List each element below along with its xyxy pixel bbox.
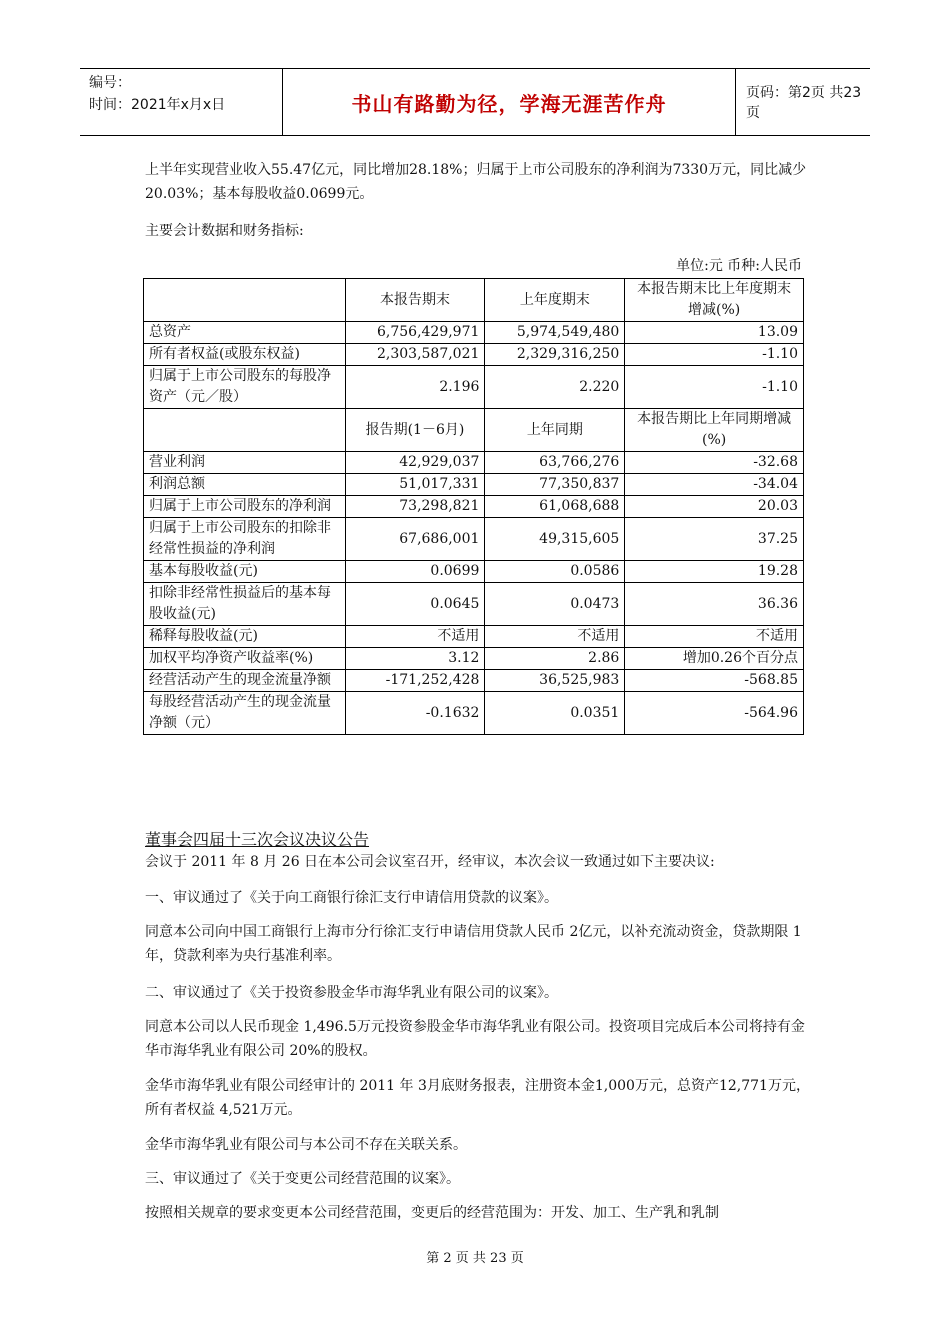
table-row [144, 648, 804, 670]
table-row [144, 518, 804, 561]
table-cell: 稀释每股收益(元) [144, 626, 346, 648]
table-cell: 不适用 [625, 626, 804, 648]
table-cell: -1.10 [625, 366, 804, 409]
table-header-row [144, 279, 804, 322]
intro-paragraph: 上半年实现营业收入55.47亿元，同比增加28.18%；归属于上市公司股东的净利润为7330万元，同比减少20.03%；基本每股收益0.0699元。 [145, 162, 807, 202]
table-cell: 2.196 [345, 366, 485, 409]
table-header-cell: 本报告期比上年同期增减(%) [625, 409, 804, 452]
table-header-cell: 本报告期末比上年度期末增减(%) [625, 279, 804, 322]
table-cell: 不适用 [485, 626, 625, 648]
resolution-paragraph: 金华市海华乳业有限公司与本公司不存在关联关系。 [145, 1137, 467, 1153]
table-cell: 3.12 [345, 648, 485, 670]
header-page-info: 页码：第2页 共23页 [746, 85, 862, 121]
table-cell: -32.68 [625, 452, 804, 474]
table-cell: -564.96 [625, 692, 804, 735]
resolution-paragraph: 同意本公司以人民币现金 1,496.5万元投资参股金华市海华乳业有限公司。投资项目完成后本公司将持有金华市海华乳业有限公司 20%的股权。 [145, 1019, 805, 1059]
table-cell: 0.0699 [345, 561, 485, 583]
table-cell: 0.0586 [485, 561, 625, 583]
table-cell: 77,350,837 [485, 474, 625, 496]
table-cell: 73,298,821 [345, 496, 485, 518]
table-cell: 利润总额 [144, 474, 346, 496]
table-cell: 2.86 [485, 648, 625, 670]
table-cell: -0.1632 [345, 692, 485, 735]
header-motto: 书山有路勤为径，学海无涯苦作舟 [283, 69, 736, 135]
number-label: 编号： [89, 75, 131, 91]
table-header-row [144, 409, 804, 452]
table-cell: 归属于上市公司股东的每股净资产（元／股） [144, 366, 346, 409]
table-cell: 63,766,276 [485, 452, 625, 474]
table-cell: 归属于上市公司股东的净利润 [144, 496, 346, 518]
table-row [144, 344, 804, 366]
table-cell: -34.04 [625, 474, 804, 496]
table-cell: -1.10 [625, 344, 804, 366]
resolution-item-1: 一、审议通过了《关于向工商银行徐汇支行申请信用贷款的议案》。 [145, 890, 558, 906]
table-cell: 67,686,001 [345, 518, 485, 561]
table-header-cell: 上年同期 [485, 409, 625, 452]
table-cell: 2,303,587,021 [345, 344, 485, 366]
time-label: 时间：2021年x月x日 [89, 97, 226, 113]
table-cell: 不适用 [345, 626, 485, 648]
table-unit-label: 单位:元 币种:人民币 [676, 258, 802, 274]
table-cell: 归属于上市公司股东的扣除非经常性损益的净利润 [144, 518, 346, 561]
table-header-cell [144, 279, 346, 322]
table-row [144, 670, 804, 692]
table-cell: -171,252,428 [345, 670, 485, 692]
table-cell: 基本每股收益(元) [144, 561, 346, 583]
table-cell: 2.220 [485, 366, 625, 409]
table-cell: 61,068,688 [485, 496, 625, 518]
page-header [80, 68, 870, 136]
table-cell: 0.0645 [345, 583, 485, 626]
table-cell: 0.0351 [485, 692, 625, 735]
resolution-paragraph: 同意本公司向中国工商银行上海市分行徐汇支行申请信用贷款人民币 2亿元，以补充流动资金，贷款期限 1 年，贷款利率为央行基准利率。 [145, 924, 802, 964]
table-row [144, 496, 804, 518]
resolution-paragraph: 按照相关规章的要求变更本公司经营范围，变更后的经营范围为：开发、加工、生产乳和乳制 [145, 1205, 719, 1221]
table-cell: 51,017,331 [345, 474, 485, 496]
resolution-heading: 董事会四届十三次会议决议公告 [145, 830, 370, 849]
financial-table [143, 278, 804, 735]
table-header-cell: 本报告期末 [345, 279, 485, 322]
table-cell: 2,329,316,250 [485, 344, 625, 366]
table-cell: 总资产 [144, 322, 346, 344]
table-header-cell: 上年度期末 [485, 279, 625, 322]
resolution-paragraph: 会议于 2011 年 8 月 26 日在本公司会议室召开，经审议，本次会议一致通过如下主要决议: [145, 854, 715, 870]
table-row [144, 692, 804, 735]
table-cell: 13.09 [625, 322, 804, 344]
table-cell: 36.36 [625, 583, 804, 626]
table-row [144, 561, 804, 583]
table-cell: 经营活动产生的现金流量净额 [144, 670, 346, 692]
resolution-item-3: 三、审议通过了《关于变更公司经营范围的议案》。 [145, 1171, 460, 1187]
table-cell: 37.25 [625, 518, 804, 561]
table-row [144, 322, 804, 344]
table-row [144, 583, 804, 626]
table-row [144, 474, 804, 496]
table-header-cell [144, 409, 346, 452]
table-cell: 36,525,983 [485, 670, 625, 692]
page-footer: 第 2 页 共 23 页 [426, 1251, 524, 1266]
table-cell: 42,929,037 [345, 452, 485, 474]
resolution-item-2: 二、审议通过了《关于投资参股金华市海华乳业有限公司的议案》。 [145, 985, 558, 1001]
table-cell: 加权平均净资产收益率(%) [144, 648, 346, 670]
table-cell: 增加0.26个百分点 [625, 648, 804, 670]
table-row [144, 626, 804, 648]
table-cell: 5,974,549,480 [485, 322, 625, 344]
table-cell: 每股经营活动产生的现金流量净额（元） [144, 692, 346, 735]
table-row [144, 452, 804, 474]
table-cell: 扣除非经常性损益后的基本每股收益(元) [144, 583, 346, 626]
table-cell: 6,756,429,971 [345, 322, 485, 344]
table-row [144, 366, 804, 409]
table-header-cell: 报告期(1－6月) [345, 409, 485, 452]
table-cell: 所有者权益(或股东权益) [144, 344, 346, 366]
table-cell: 0.0473 [485, 583, 625, 626]
table-cell: -568.85 [625, 670, 804, 692]
resolution-paragraph: 金华市海华乳业有限公司经审计的 2011 年 3月底财务报表，注册资本金1,000万元，总资产12,771万元，所有者权益 4,521万元。 [145, 1078, 810, 1118]
intro-subheading: 主要会计数据和财务指标: [145, 223, 304, 239]
table-cell: 49,315,605 [485, 518, 625, 561]
table-cell: 营业利润 [144, 452, 346, 474]
table-cell: 19.28 [625, 561, 804, 583]
header-meta [80, 69, 283, 135]
table-cell: 20.03 [625, 496, 804, 518]
